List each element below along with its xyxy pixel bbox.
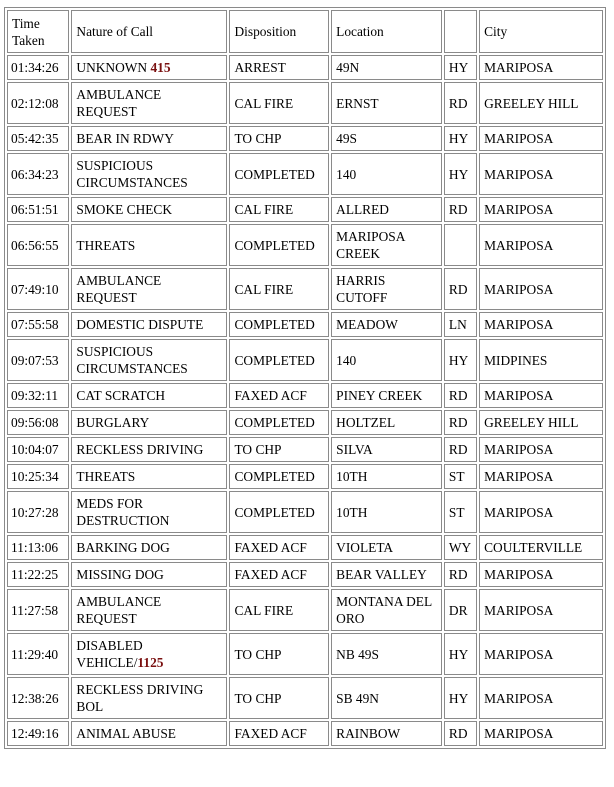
nature-text: SMOKE CHECK [76,202,173,217]
table-row [7,153,603,195]
nature-of-call-cell [71,677,227,719]
time-cell: 06:51:51 [7,197,69,222]
city-cell: MARIPOSA [479,633,603,675]
nature-text: BEAR IN RDWY [76,131,174,146]
nature-of-call-cell [71,464,227,489]
location-cell: RAINBOW [331,721,442,746]
table-row [7,197,603,222]
city-cell: MARIPOSA [479,589,603,631]
street-suffix-cell: WY [444,535,477,560]
column-header-nature: Nature of Call [71,10,227,53]
street-suffix-cell: LN [444,312,477,337]
column-header-location: Location [331,10,442,53]
nature-text: BURGLARY [76,415,150,430]
nature-of-call-cell [71,55,227,80]
incident-code: 1125 [137,655,164,670]
disposition-cell: FAXED ACF [229,535,329,560]
time-cell: 09:32:11 [7,383,69,408]
location-cell: MARIPOSA CREEK [331,224,442,266]
street-suffix-cell: RD [444,562,477,587]
nature-of-call-cell [71,589,227,631]
street-suffix-cell: ST [444,464,477,489]
location-cell: MONTANA DEL ORO [331,589,442,631]
nature-text: AMBULANCE REQUEST [76,87,162,119]
disposition-cell: CAL FIRE [229,589,329,631]
disposition-cell: FAXED ACF [229,721,329,746]
street-suffix-cell: ST [444,491,477,533]
location-cell: HOLTZEL [331,410,442,435]
disposition-cell: TO CHP [229,437,329,462]
disposition-cell: COMPLETED [229,491,329,533]
nature-of-call-cell [71,339,227,381]
table-row [7,562,603,587]
disposition-cell: CAL FIRE [229,197,329,222]
disposition-cell: COMPLETED [229,464,329,489]
street-suffix-cell: RD [444,437,477,462]
time-cell: 06:34:23 [7,153,69,195]
city-cell: MARIPOSA [479,437,603,462]
nature-text: AMBULANCE REQUEST [76,594,162,626]
street-suffix-cell: RD [444,383,477,408]
nature-of-call-cell [71,224,227,266]
city-cell: MARIPOSA [479,126,603,151]
time-cell: 10:25:34 [7,464,69,489]
table-row [7,589,603,631]
column-header-time: Time Taken [7,10,69,53]
nature-text: THREATS [76,469,136,484]
table-row [7,82,603,124]
time-cell: 11:13:06 [7,535,69,560]
location-cell: NB 49S [331,633,442,675]
nature-text: DISABLED VEHICLE/ [76,638,143,670]
nature-of-call-cell [71,633,227,675]
location-cell: VIOLETA [331,535,442,560]
table-row [7,312,603,337]
table-row [7,464,603,489]
location-cell: 140 [331,153,442,195]
disposition-cell: ARREST [229,55,329,80]
column-header-suffix [444,10,477,53]
city-cell: MARIPOSA [479,268,603,310]
city-cell: MARIPOSA [479,383,603,408]
table-row [7,677,603,719]
disposition-cell: FAXED ACF [229,562,329,587]
nature-text: SUSPICIOUS CIRCUMSTANCES [76,158,188,190]
disposition-cell: COMPLETED [229,153,329,195]
street-suffix-cell [444,224,477,266]
disposition-cell: COMPLETED [229,339,329,381]
time-cell: 07:55:58 [7,312,69,337]
street-suffix-cell: DR [444,589,477,631]
time-cell: 05:42:35 [7,126,69,151]
disposition-cell: COMPLETED [229,312,329,337]
time-cell: 10:04:07 [7,437,69,462]
time-cell: 10:27:28 [7,491,69,533]
time-cell: 12:49:16 [7,721,69,746]
table-row [7,721,603,746]
table-row [7,437,603,462]
header-row [7,10,603,53]
street-suffix-cell: RD [444,268,477,310]
nature-of-call-cell [71,535,227,560]
nature-text: ANIMAL ABUSE [76,726,176,741]
city-cell: COULTERVILLE [479,535,603,560]
location-cell: ALLRED [331,197,442,222]
city-cell: MARIPOSA [479,197,603,222]
incident-code: 415 [150,60,171,75]
table-row [7,633,603,675]
disposition-cell: COMPLETED [229,224,329,266]
time-cell: 11:27:58 [7,589,69,631]
nature-text: RECKLESS DRIVING BOL [76,682,204,714]
location-cell: 49N [331,55,442,80]
nature-of-call-cell [71,721,227,746]
city-cell: MARIPOSA [479,562,603,587]
disposition-cell: FAXED ACF [229,383,329,408]
nature-of-call-cell [71,197,227,222]
city-cell: GREELEY HILL [479,410,603,435]
disposition-cell: TO CHP [229,126,329,151]
city-cell: MIDPINES [479,339,603,381]
table-row [7,383,603,408]
disposition-cell: TO CHP [229,633,329,675]
nature-of-call-cell [71,383,227,408]
nature-of-call-cell [71,312,227,337]
time-cell: 06:56:55 [7,224,69,266]
time-cell: 09:07:53 [7,339,69,381]
disposition-cell: CAL FIRE [229,82,329,124]
nature-of-call-cell [71,126,227,151]
city-cell: MARIPOSA [479,55,603,80]
location-cell: PINEY CREEK [331,383,442,408]
table-row [7,126,603,151]
street-suffix-cell: HY [444,339,477,381]
nature-text: DOMESTIC DISPUTE [76,317,204,332]
street-suffix-cell: HY [444,633,477,675]
nature-text: CAT SCRATCH [76,388,166,403]
table-row [7,55,603,80]
city-cell: MARIPOSA [479,312,603,337]
nature-of-call-cell [71,491,227,533]
street-suffix-cell: RD [444,82,477,124]
nature-text: UNKNOWN [76,60,148,75]
time-cell: 11:22:25 [7,562,69,587]
city-cell: MARIPOSA [479,677,603,719]
street-suffix-cell: HY [444,126,477,151]
location-cell: ERNST [331,82,442,124]
table-row [7,339,603,381]
nature-of-call-cell [71,153,227,195]
location-cell: MEADOW [331,312,442,337]
nature-text: AMBULANCE REQUEST [76,273,162,305]
nature-of-call-cell [71,410,227,435]
location-cell: HARRIS CUTOFF [331,268,442,310]
street-suffix-cell: RD [444,721,477,746]
call-log-table [4,7,606,749]
city-cell: GREELEY HILL [479,82,603,124]
table-row [7,268,603,310]
table-row [7,491,603,533]
location-cell: SILVA [331,437,442,462]
time-cell: 07:49:10 [7,268,69,310]
location-cell: BEAR VALLEY [331,562,442,587]
street-suffix-cell: RD [444,410,477,435]
time-cell: 01:34:26 [7,55,69,80]
column-header-city: City [479,10,603,53]
nature-text: THREATS [76,237,136,253]
table-row [7,410,603,435]
city-cell: MARIPOSA [479,491,603,533]
nature-of-call-cell [71,437,227,462]
nature-text: MISSING DOG [76,567,164,582]
nature-of-call-cell [71,562,227,587]
nature-text: SUSPICIOUS CIRCUMSTANCES [76,344,188,376]
table-row [7,224,603,266]
location-cell: 10TH [331,491,442,533]
nature-of-call-cell [71,268,227,310]
disposition-cell: CAL FIRE [229,268,329,310]
city-cell: MARIPOSA [479,224,603,266]
nature-of-call-cell [71,82,227,124]
location-cell: 10TH [331,464,442,489]
time-cell: 02:12:08 [7,82,69,124]
street-suffix-cell: RD [444,197,477,222]
column-header-disposition: Disposition [229,10,329,53]
location-cell: 140 [331,339,442,381]
city-cell: MARIPOSA [479,153,603,195]
location-cell: SB 49N [331,677,442,719]
street-suffix-cell: HY [444,677,477,719]
street-suffix-cell: HY [444,153,477,195]
nature-text: BARKING DOG [76,540,170,555]
disposition-cell: TO CHP [229,677,329,719]
time-cell: 11:29:40 [7,633,69,675]
time-cell: 12:38:26 [7,677,69,719]
city-cell: MARIPOSA [479,721,603,746]
table-row [7,535,603,560]
location-cell: 49S [331,126,442,151]
city-cell: MARIPOSA [479,464,603,489]
disposition-cell: COMPLETED [229,410,329,435]
nature-text: RECKLESS DRIVING [76,442,204,457]
time-cell: 09:56:08 [7,410,69,435]
call-log-body [7,55,603,746]
nature-text: MEDS FOR DESTRUCTION [76,496,170,528]
street-suffix-cell: HY [444,55,477,80]
